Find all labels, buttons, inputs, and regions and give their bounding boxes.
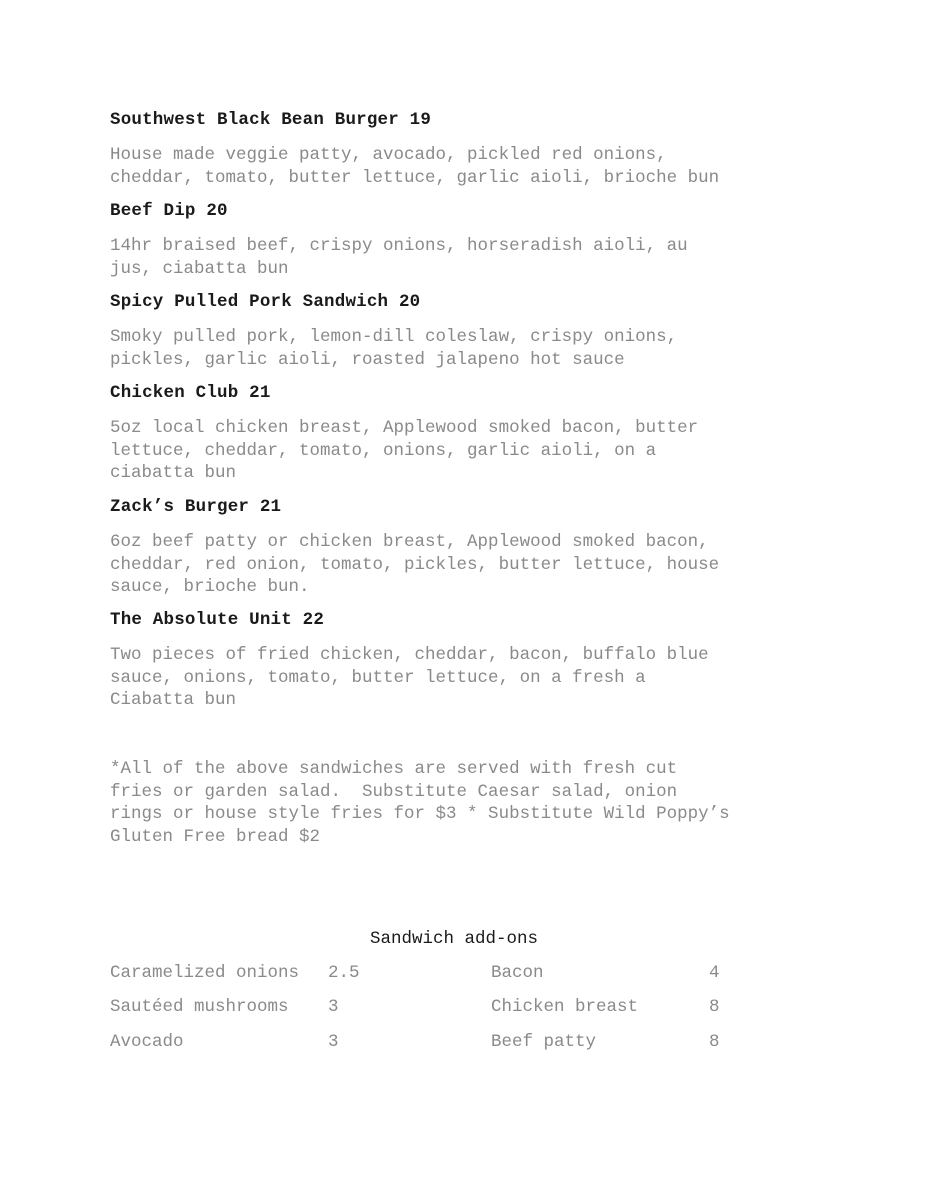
note-line: Gluten Free bread $2 xyxy=(110,826,321,847)
description-line: ciabatta bun xyxy=(110,463,237,483)
addons-heading: Sandwich add-ons xyxy=(370,929,539,949)
description-line: House made veggie patty, avocado, pickled red onions, xyxy=(110,145,667,165)
addon-name: Bacon xyxy=(491,963,544,983)
description-line: Smoky pulled pork, lemon-dill coleslaw, crispy onions, xyxy=(110,327,678,347)
description-line: pickles, garlic aioli, roasted jalapeno hot sauce xyxy=(110,349,625,370)
menu-item-description xyxy=(110,531,870,599)
addon-name: Sautéed mushrooms xyxy=(110,997,289,1017)
addon-price: 8 xyxy=(709,997,720,1017)
menu-item-description xyxy=(110,235,870,280)
menu-item-title: The Absolute Unit 22 xyxy=(110,610,325,630)
menu-item-title: Zack’s Burger 21 xyxy=(110,497,282,517)
description-line: sauce, brioche bun. xyxy=(110,577,310,597)
description-line: sauce, onions, tomato, butter lettuce, on a fresh a xyxy=(110,667,646,688)
addon-price: 2.5 xyxy=(328,963,360,983)
menu-item-title: Beef Dip 20 xyxy=(110,201,228,221)
addon-name: Caramelized onions xyxy=(110,963,300,983)
menu-item-description xyxy=(110,144,870,189)
description-line: Two pieces of fried chicken, cheddar, bacon, buffalo blue xyxy=(110,645,709,665)
description-line: cheddar, tomato, butter lettuce, garlic aioli, brioche bun xyxy=(110,167,720,188)
addon-name: Avocado xyxy=(110,1032,184,1052)
menu-item-title: Spicy Pulled Pork Sandwich 20 xyxy=(110,292,421,312)
description-line: 6oz beef patty or chicken breast, Applewood smoked bacon, xyxy=(110,532,709,552)
addon-price: 4 xyxy=(709,963,720,983)
note-line: *All of the above sandwiches are served with fresh cut xyxy=(110,759,678,779)
menu-item-title: Chicken Club 21 xyxy=(110,383,271,403)
description-line: 5oz local chicken breast, Applewood smoked bacon, butter xyxy=(110,418,699,438)
menu-item-description xyxy=(110,417,870,485)
addon-price: 8 xyxy=(709,1032,720,1052)
menu-item-description xyxy=(110,644,870,712)
addon-price: 3 xyxy=(328,1032,339,1052)
description-line: jus, ciabatta bun xyxy=(110,258,289,279)
note-line: fries or garden salad. Substitute Caesar salad, onion xyxy=(110,781,678,802)
addon-price: 3 xyxy=(328,997,339,1017)
menu-item-description xyxy=(110,326,870,371)
note-line: rings or house style fries for $3 * Substitute Wild Poppy’s xyxy=(110,804,730,824)
description-line: 14hr braised beef, crispy onions, horseradish aioli, au xyxy=(110,236,688,256)
addon-name: Chicken breast xyxy=(491,997,639,1017)
addon-name: Beef patty xyxy=(491,1032,597,1052)
description-line: lettuce, cheddar, tomato, onions, garlic aioli, on a xyxy=(110,440,657,461)
menu-item-title: Southwest Black Bean Burger 19 xyxy=(110,110,432,130)
sandwich-note xyxy=(110,758,870,848)
description-line: cheddar, red onion, tomato, pickles, butter lettuce, house xyxy=(110,554,720,575)
description-line: Ciabatta bun xyxy=(110,690,237,710)
